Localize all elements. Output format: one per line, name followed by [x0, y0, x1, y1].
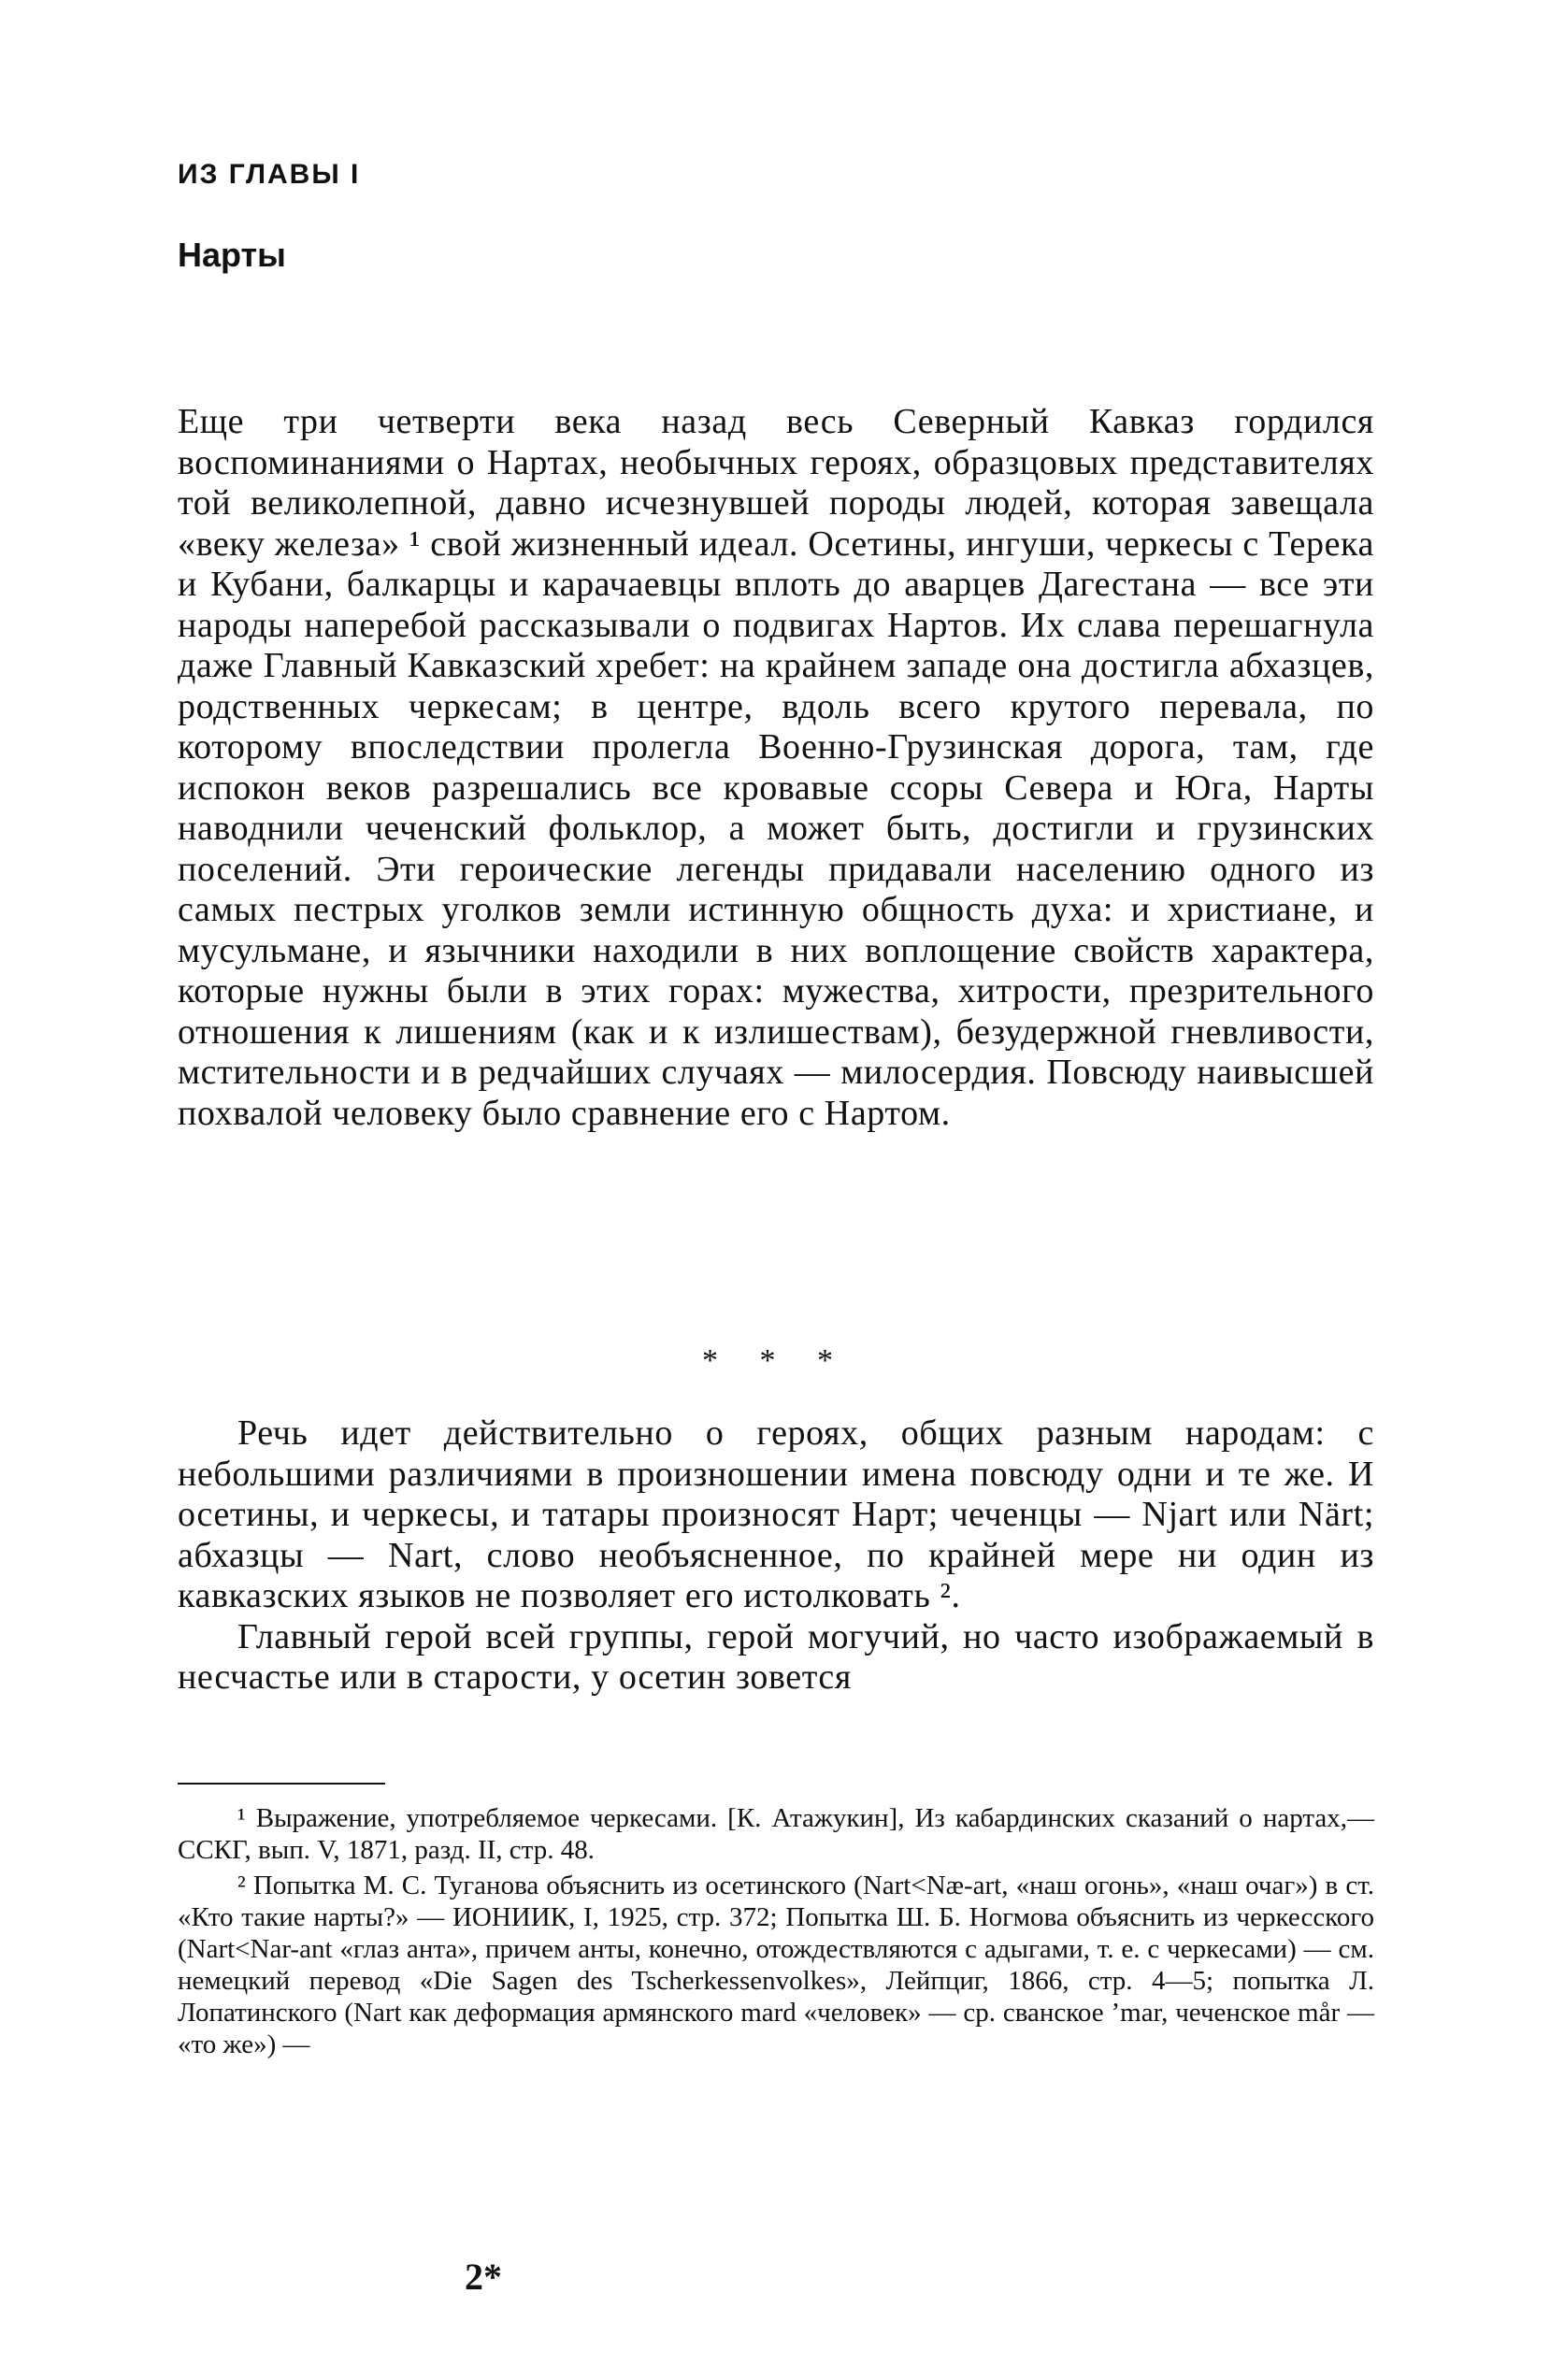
chapter-title: Нарты	[178, 236, 286, 274]
main-text-section-2	[178, 1413, 1374, 1699]
footnote-2: ² Попытка М. С. Туганова объяснить из осетинского (Nart<Næ-art, «наш огонь», «наш очаг») в ст. «Кто такие нарты?» — ИОНИИК, I, 1925, стр. 372; Попытка Ш. Б. Ногмова объяснить из черкесского (Nart<Nar-ant «глаз анта», причем анты, конечно, отождествляются с адыгами, т. е. с черкесами) — см. немецкий перевод «Die Sagen des Tscherkessenvolkes», Лейпциг, 1866, стр. 4—5; попытка Л. Лопатинского (Nart как деформация армянского mard «человек» — ср. сванское ʼmar, чеченское mår — «то же») —	[178, 1871, 1374, 2059]
page-number: 2*	[465, 2256, 502, 2298]
footnote-divider	[178, 1783, 385, 1785]
chapter-label: ИЗ ГЛАВЫ I	[178, 159, 361, 190]
section-separator: * * *	[702, 1343, 850, 1378]
book-page	[178, 0, 1374, 2380]
main-text-section-1	[178, 402, 1374, 1134]
paragraph-2: Речь идет действительно о героях, общих разным народам: с небольшими различиями в произношении имена повсюду одни и те же. И осетины, и черкесы, и татары произносят Нарт; чеченцы — Njart или Närt; абхазцы — Nart, слово необъясненное, по крайней мере ни один из кавказских языков не позволяет его истолковать ².	[178, 1413, 1374, 1615]
footnote-1: ¹ Выражение, употребляемое черкесами. [К. Атажукин], Из кабардинских сказаний о нартах,— ССКГ, вып. V, 1871, разд. II, стр. 48.	[178, 1803, 1374, 1865]
footnotes	[178, 1802, 1374, 2064]
paragraph-3: Главный герой всей группы, герой могучий, но часто изображаемый в несчастье или в старости, у осетин зовется	[178, 1616, 1374, 1697]
paragraph-1: Еще три четверти века назад весь Северный Кавказ гордился воспоминаниями о Нартах, необычных героях, образцовых представителях той великолепной, давно исчезнувшей породы людей, которая завещала «веку железа» ¹ свой жизненный идеал. Осетины, ингуши, черкесы с Терека и Кубани, балкарцы и карачаевцы вплоть до аварцев Дагестана — все эти народы наперебой рассказывали о подвигах Нартов. Их слава перешагнула даже Главный Кавказский хребет: на крайнем западе она достигла абхазцев, родственных черкесам; в центре, вдоль всего крутого перевала, по которому впоследствии пролегла Военно-Грузинская дорога, там, где испокон веков разрешались все кровавые ссоры Севера и Юга, Нарты наводнили чеченский фольклор, а может быть, достигли и грузинских поселений. Эти героические легенды придавали населению одного из самых пестрых уголков земли истинную общность духа: и христиане, и мусульмане, и язычники находили в них воплощение свойств характера, которые нужны были в этих горах: мужества, хитрости, презрительного отношения к лишениям (как и к излишествам), безудержной гневливости, мстительности и в редчайших случаях — милосердия. Повсюду наивысшей похвалой человеку было сравнение его с Нартом.	[178, 402, 1374, 1133]
